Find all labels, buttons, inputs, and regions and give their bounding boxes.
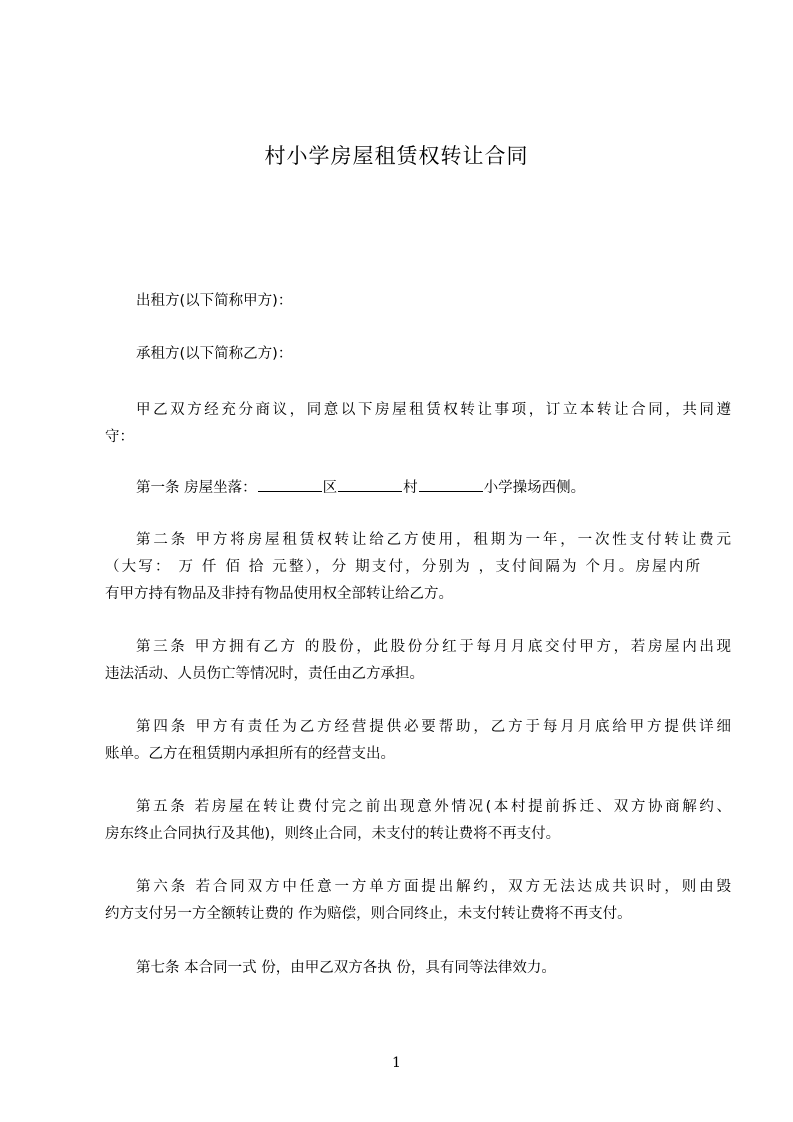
- article-3-line-1: 第三条 甲方拥有乙方 的股份，此股份分红于每月月底交付甲方，若房屋内出现: [136, 639, 731, 655]
- blank-district: [258, 477, 322, 492]
- preamble-line-1: 甲乙双方经充分商议，同意以下房屋租赁权转让事项，订立本转让合同，共同遵: [136, 402, 731, 418]
- contract-title: 村小学房屋租赁权转让合同: [264, 144, 529, 168]
- blank-school: [419, 477, 483, 492]
- article-4-line-1: 第四条 甲方有责任为乙方经营提供必要帮助，乙方于每月月底给甲方提供详细: [136, 719, 731, 735]
- article-5-line-2: 房东终止合同执行及其他)，则终止合同，未支付的转让费将不再支付。: [105, 826, 561, 842]
- location-rest: 小学操场西侧。: [483, 480, 586, 496]
- article-5-line-1: 第五条 若房屋在转让费付完之前出现意外情况(本村提前拆迁、双方协商解约、: [136, 799, 731, 815]
- article-6-line-2: 约方支付另一方全额转让费的 作为赔偿，则合同终止，未支付转让费将不再支付。: [105, 906, 632, 922]
- article-2-line-1: 第二条 甲方将房屋租赁权转让给乙方使用，租期为一年，一次性支付转让费元: [136, 532, 731, 548]
- village-label: 村: [403, 480, 418, 496]
- article-1-line: [105, 474, 731, 503]
- blank-village: [338, 477, 402, 492]
- preamble-line-2: 守：: [105, 429, 134, 445]
- article-1-label: 第一条 房屋坐落：: [136, 480, 257, 496]
- lessee-line: 承租方(以下简称乙方)：: [136, 346, 293, 362]
- article-7-line-1: 第七条 本合同一式 份，由甲乙双方各执 份，具有同等法律效力。: [136, 960, 556, 976]
- article-2-line-3: 有甲方持有物品及非持有物品使用权全部转让给乙方。: [105, 586, 453, 602]
- article-3-line-2: 违法活动、人员伤亡等情况时，责任由乙方承担。: [105, 666, 424, 682]
- article-6-line-1: 第六条 若合同双方中任意一方单方面提出解约，双方无法达成共识时，则由毁: [136, 879, 731, 895]
- article-4-line-2: 账单。乙方在租赁期内承担所有的经营支出。: [105, 746, 395, 762]
- lessor-line: 出租方(以下简称甲方)：: [136, 293, 293, 309]
- page-number: 1: [392, 1055, 401, 1071]
- article-2-line-2: （大写： 万 仟 佰 拾 元整），分 期支付，分别为 ，支付间隔为 个月。房屋内所: [105, 559, 700, 575]
- district-label: 区: [322, 480, 338, 496]
